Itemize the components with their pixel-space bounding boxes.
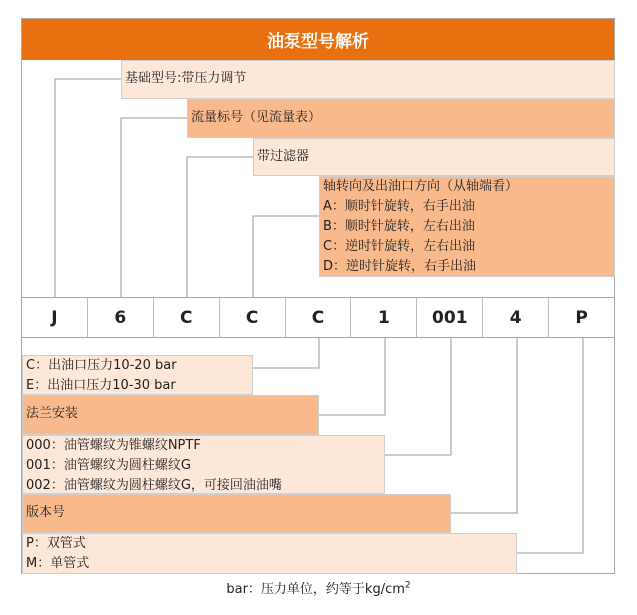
filter-text: 带过滤器 (257, 149, 310, 164)
code-cell-pipe: P (548, 298, 614, 337)
rotation-option-a: A：顺时针旋转，右手出油 (323, 199, 475, 214)
code-cell-thread: 001 (416, 298, 482, 337)
version-text: 版本号 (26, 505, 66, 520)
flange-text: 法兰安装 (26, 406, 79, 421)
pipe-option-p: P：双管式 (26, 536, 86, 551)
flange-box (22, 395, 319, 435)
connector-base-model (55, 79, 122, 297)
connector-thread (385, 338, 451, 455)
flow-rate-text: 流量标号（见流量表） (191, 110, 322, 125)
thread-option-002: 002：油管螺纹为圆柱螺纹G，可接回油油嘴 (26, 478, 282, 493)
unit-footnote (0, 578, 637, 597)
version-box (22, 494, 451, 533)
rotation-heading: 轴转向及出油口方向（从轴端看） (323, 179, 519, 194)
model-code-row (22, 297, 614, 338)
connector-version (451, 338, 517, 513)
rotation-option-d: D：逆时针旋转，右手出油 (323, 259, 477, 274)
pipe-box (22, 533, 517, 574)
thread-option-001: 001：油管螺纹为圆柱螺纹G (26, 458, 191, 473)
thread-box (22, 435, 385, 494)
code-cell-filter: C (153, 298, 219, 337)
connector-flange (319, 338, 385, 415)
pressure-option-c: C：出油口压力10-20 bar (26, 358, 177, 373)
unit-footnote-sup: 2 (404, 580, 411, 591)
base-model-box (121, 60, 615, 99)
code-cell-rotation: C (219, 298, 285, 337)
connector-rotation (253, 216, 319, 297)
code-cell-type: J (51, 307, 58, 328)
flow-rate-box (187, 99, 615, 138)
filter-box (253, 138, 615, 176)
connector-filter (187, 157, 253, 297)
connector-flow-rate (121, 118, 187, 297)
code-cell-pressure: C (285, 298, 351, 337)
rotation-option-b: B：顺时针旋转，左右出油 (323, 219, 475, 234)
code-cell-flange: 1 (350, 298, 416, 337)
diagram-title: 油泵型号解析 (22, 19, 614, 60)
rotation-option-c: C：逆时针旋转，左右出油 (323, 239, 476, 254)
unit-footnote-text: bar：压力单位，约等于kg/cm (226, 582, 405, 597)
pressure-box (22, 355, 253, 395)
base-model-text: 基础型号:带压力调节 (125, 71, 247, 86)
thread-option-000: 000：油管螺纹为锥螺纹NPTF (26, 438, 201, 453)
code-cell-flow: 6 (87, 298, 153, 337)
rotation-box (319, 176, 615, 277)
pressure-option-e: E：出油口压力10-30 bar (26, 378, 176, 393)
connector-pipe (517, 338, 583, 553)
connector-pressure (253, 338, 319, 368)
code-cell-version: 4 (482, 298, 548, 337)
pipe-option-m: M：单管式 (26, 556, 90, 571)
